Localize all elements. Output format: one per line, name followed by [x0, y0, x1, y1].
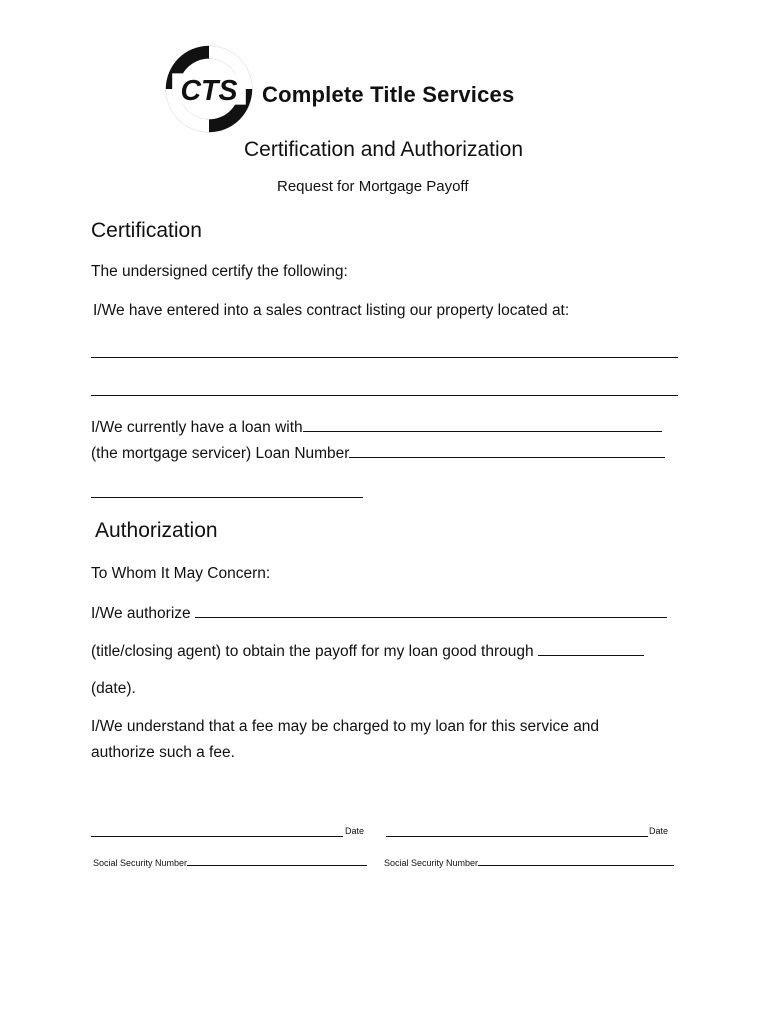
authorize-label: I/We authorize — [91, 605, 191, 622]
signature-date-label-1: Date — [345, 826, 365, 836]
property-address-line-2[interactable] — [91, 395, 678, 396]
closing-agent-field[interactable] — [195, 603, 667, 618]
payoff-label: (title/closing agent) to obtain the payoff for my loan good through — [91, 643, 534, 660]
cts-logo — [163, 43, 255, 135]
loan-number-continuation-line[interactable] — [91, 497, 363, 498]
document-subtitle: Request for Mortgage Payoff — [277, 178, 469, 195]
ssn-row-2 — [384, 857, 674, 868]
loan-servicer-row — [91, 417, 662, 437]
property-statement: I/We have entered into a sales contract listing our property located at: — [93, 302, 570, 319]
property-address-line-1[interactable] — [91, 357, 678, 358]
signature-date-label-2: Date — [649, 826, 669, 836]
company-name: Complete Title Services — [262, 82, 515, 107]
salutation: To Whom It May Concern: — [91, 565, 271, 582]
ssn-label-1: Social Security Number — [93, 858, 188, 868]
loan-number-row — [91, 443, 665, 463]
fee-statement-line-1: I/We understand that a fee may be charged to my loan for this service and — [91, 718, 600, 735]
payoff-row — [91, 641, 644, 661]
loan-servicer-label: I/We currently have a loan with — [91, 419, 303, 436]
loan-number-label: (the mortgage servicer) Loan Number — [91, 445, 350, 462]
svg-text:CTS: CTS — [180, 75, 238, 108]
signature-line-2[interactable] — [386, 836, 648, 837]
date-text: (date). — [91, 680, 136, 697]
certification-heading: Certification — [91, 219, 202, 242]
ssn-row-1 — [93, 857, 367, 868]
authorize-row — [91, 603, 667, 623]
ssn-field-1[interactable] — [187, 857, 367, 866]
ssn-label-2: Social Security Number — [384, 858, 479, 868]
mortgage-servicer-field[interactable] — [303, 417, 662, 432]
signature-line-1[interactable] — [91, 836, 343, 837]
ssn-field-2[interactable] — [478, 857, 674, 866]
certification-intro: The undersigned certify the following: — [91, 263, 348, 280]
authorization-heading: Authorization — [95, 519, 218, 542]
fee-statement-line-2: authorize such a fee. — [91, 744, 235, 761]
document-title: Certification and Authorization — [244, 138, 523, 161]
good-through-date-field[interactable] — [538, 641, 644, 656]
loan-number-field[interactable] — [349, 443, 665, 458]
